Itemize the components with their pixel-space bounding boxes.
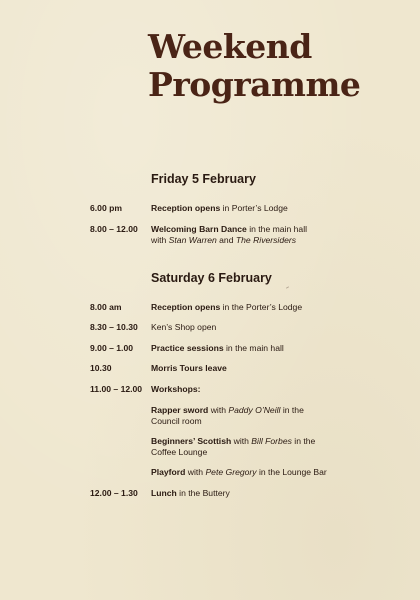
schedule-description: Workshops: (151, 384, 201, 394)
schedule-time: 9.00 – 1.00 (90, 343, 134, 353)
schedule-description: Welcoming Barn Dance in the main hall with Stan Warren and The Riversiders (151, 224, 308, 245)
schedule-row (90, 363, 360, 374)
schedule-description: Reception opens in the Porter’s Lodge (151, 302, 303, 312)
schedule-row (90, 203, 360, 214)
workshop-item: Playford with Pete Gregory in the Lounge Bar (151, 467, 327, 477)
friday-heading: Friday 5 February (151, 172, 256, 186)
schedule-time: 8.00 – 12.00 (90, 224, 138, 234)
schedule-description: Practice sessions in the main hall (151, 343, 284, 353)
schedule-description: Lunch in the Buttery (151, 488, 230, 498)
print-speck (286, 286, 289, 288)
schedule-time: 12.00 – 1.30 (90, 488, 138, 498)
schedule-time: 10.30 (90, 363, 112, 373)
schedule-row (90, 302, 360, 313)
page-title (148, 28, 360, 104)
schedule-row (90, 384, 360, 395)
schedule-time: 6.00 pm (90, 203, 123, 213)
schedule-row (90, 322, 360, 333)
schedule-row (90, 488, 360, 499)
saturday-heading: Saturday 6 February (151, 271, 272, 285)
schedule-time: 8.30 – 10.30 (90, 322, 138, 332)
title-line-1: Weekend (148, 27, 312, 66)
schedule-row (90, 224, 360, 246)
workshop-item: Beginners’ Scottish with Bill Forbes in the Coffee Lounge (151, 436, 316, 457)
workshop-item: Rapper sword with Paddy O’Neill in the Council room (151, 405, 304, 426)
schedule-time: 11.00 – 12.00 (90, 384, 143, 394)
schedule-time: 8.00 am (90, 302, 122, 312)
schedule-description: Morris Tours leave (151, 363, 227, 373)
schedule-description: Ken’s Shop open (151, 322, 217, 332)
schedule-description: Reception opens in Porter’s Lodge (151, 203, 288, 213)
title-line-2: Programme (148, 65, 361, 104)
schedule-row (90, 343, 360, 354)
